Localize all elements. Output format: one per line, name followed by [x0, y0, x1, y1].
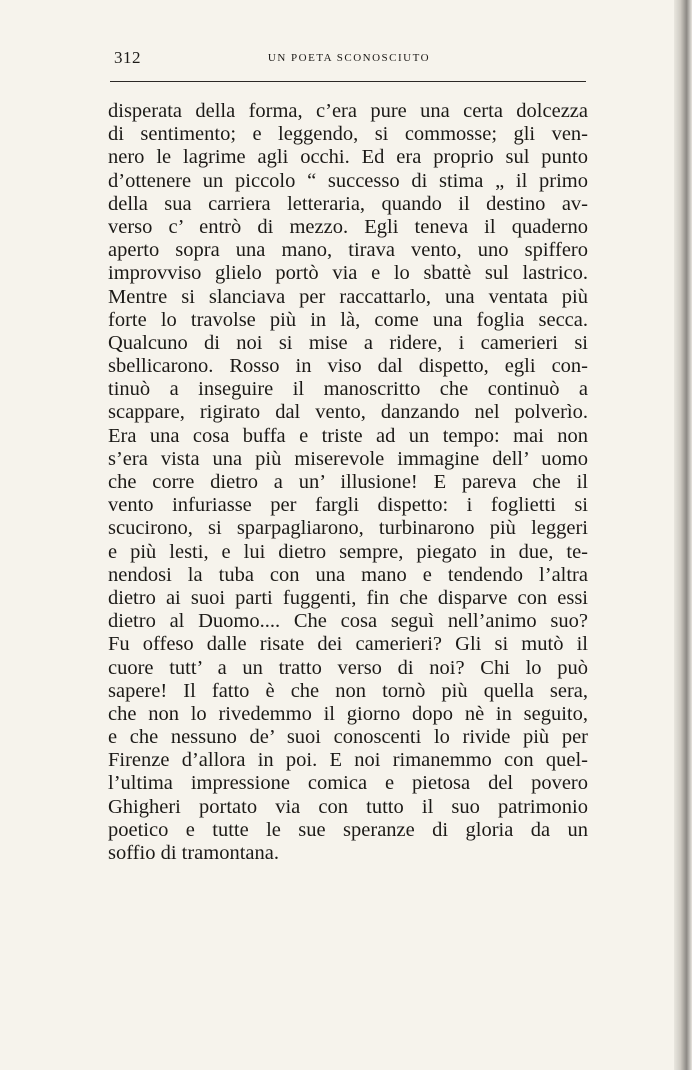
- text-line: scappare, rigirato dal vento, danzando nel polverìo.: [108, 401, 588, 424]
- text-line: s’era vista una più miserevole immagine dell’ uomo: [108, 447, 588, 470]
- header-rule: [110, 81, 586, 82]
- text-line: disperata della forma, c’era pure una certa dolcezza: [108, 100, 588, 122]
- text-line: improvviso glielo portò via e lo sbattè sul lastrico.: [108, 262, 588, 285]
- text-line: Qualcuno di noi si mise a ridere, i camerieri si: [108, 331, 588, 354]
- text-line: d’ottenere un piccolo “ successo di stima „ il primo: [108, 169, 588, 192]
- text-line: Fu offeso dalle risate dei camerieri? Gli si mutò il: [108, 633, 588, 656]
- text-line: e più lesti, e lui dietro sempre, piegato in due, te-: [108, 540, 588, 563]
- text-line: cuore tutt’ a un tratto verso di noi? Chi lo può: [108, 656, 588, 679]
- text-line: dietro al Duomo.... Che cosa seguì nell’animo suo?: [108, 610, 588, 633]
- text-line: scucirono, si sparpagliarono, turbinarono più leggeri: [108, 517, 588, 540]
- text-line: Era una cosa buffa e triste ad un tempo: mai non: [108, 424, 588, 447]
- text-line: sapere! Il fatto è che non tornò più quella sera,: [108, 679, 588, 702]
- text-line: poetico e tutte le sue speranze di gloria da un: [108, 818, 588, 841]
- text-line: che non lo rivedemmo il giorno dopo nè in seguito,: [108, 702, 588, 725]
- text-line: aperto sopra una mano, tirava vento, uno spiffero: [108, 239, 588, 262]
- text-line: sbellicarono. Rosso in viso dal dispetto, egli con-: [108, 355, 588, 378]
- page-edge-shadow: [674, 0, 692, 1070]
- text-line: e che nessuno de’ suoi conoscenti lo rivide più per: [108, 726, 588, 749]
- text-line: dietro ai suoi parti fuggenti, fin che disparve con essi: [108, 586, 588, 609]
- page-header: [110, 48, 588, 72]
- text-line-last: soffio di tramontana.: [108, 842, 279, 864]
- text-line: che corre dietro a un’ illusione! E pareva che il: [108, 471, 588, 493]
- text-line: forte lo travolse più in là, come una foglia secca.: [108, 308, 588, 331]
- text-line: vento infuriasse per fargli dispetto: i foglietti si: [108, 494, 588, 517]
- text-line: verso c’ entrò di mezzo. Egli teneva il quaderno: [108, 215, 588, 238]
- text-line: Mentre si slanciava per raccattarlo, una ventata più: [108, 285, 588, 308]
- text-line: tinuò a inseguire il manoscritto che continuò a: [108, 378, 588, 401]
- text-line: Ghigheri portato via con tutto il suo patrimonio: [108, 795, 588, 818]
- text-line: nero le lagrime agli occhi. Ed era proprio sul punto: [108, 146, 588, 169]
- text-line: Firenze d’allora in poi. E noi rimanemmo con quel-: [108, 749, 588, 772]
- text-line: nendosi la tuba con una mano e tendendo l’altra: [108, 563, 588, 586]
- text-line: della sua carriera letteraria, quando il destino av-: [108, 192, 588, 215]
- body-text: [108, 100, 588, 865]
- page-number: 312: [114, 48, 141, 67]
- text-line: l’ultima impressione comica e pietosa del povero: [108, 772, 588, 795]
- running-title: UN POETA SCONOSCIUTO: [267, 52, 431, 64]
- text-line: di sentimento; e leggendo, si commosse; gli ven-: [108, 123, 588, 146]
